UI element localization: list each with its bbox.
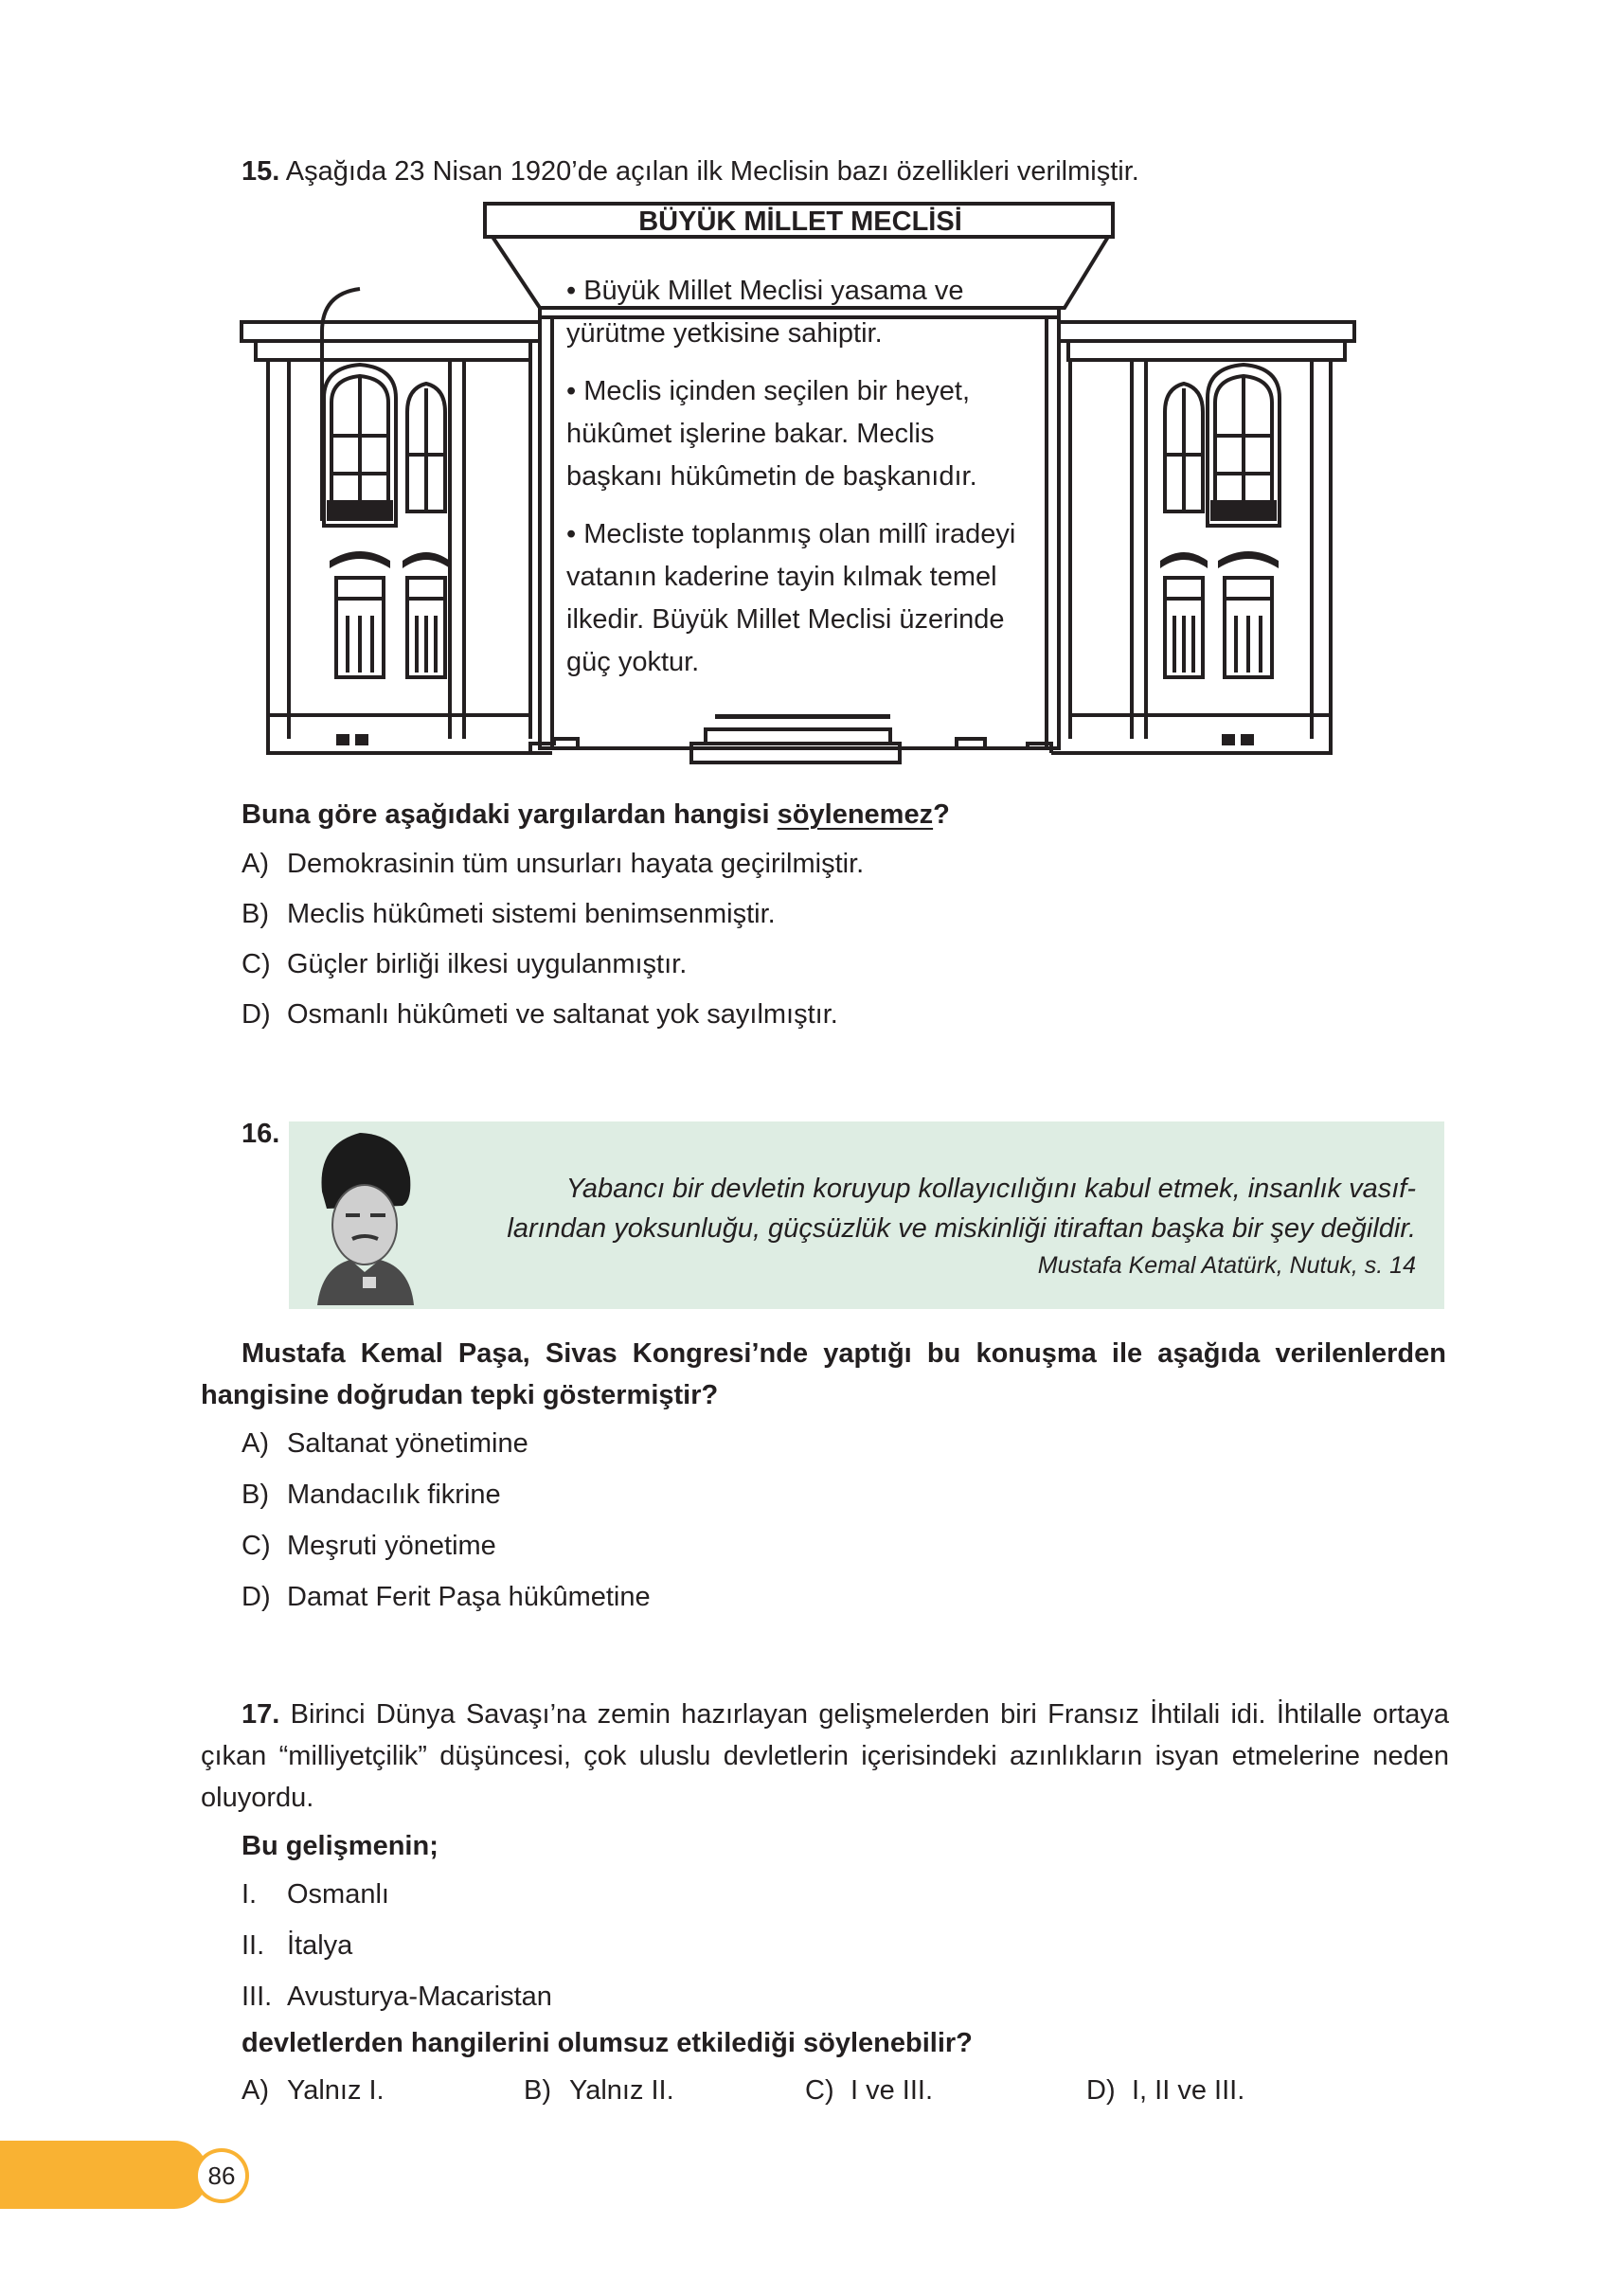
roman-numeral: I. xyxy=(242,1879,258,1910)
option-text: Demokrasinin tüm unsurları hayata geçirilmiştir. xyxy=(287,849,865,879)
page-number: 86 xyxy=(198,2152,245,2199)
option-text: Meclis hükûmeti sistemi benimsenmiştir. xyxy=(287,899,776,929)
option-text: I, II ve III. xyxy=(1132,2075,1245,2106)
roman-item xyxy=(242,1982,552,2033)
quote-line: larından yoksunluğu, güçsüzlük ve miskinliği itiraftan başka bir şey değildir. xyxy=(507,1213,1416,1244)
panel-line: başkanı hükûmetin de başkanıdır. xyxy=(566,461,977,492)
item-text: Osmanlı xyxy=(287,1879,389,1910)
option-letter: A) xyxy=(242,2075,269,2106)
paragraph-line-3: oluyordu. xyxy=(201,1783,314,1813)
option-a[interactable] xyxy=(242,2075,385,2107)
item-text: İtalya xyxy=(287,1930,353,1961)
q17-lead: Bu gelişmenin; xyxy=(242,1831,439,1861)
question-line: hangisine doğrudan tepki göstermiştir? xyxy=(201,1380,719,1410)
paragraph-text: Birinci Dünya Savaşı’na zemin hazırlayan gelişmelerden biri Fransız İhtilali idi. İhtilalle ortaya xyxy=(279,1699,1449,1730)
q17-paragraph xyxy=(201,1694,1449,1819)
option-text: Saltanat yönetimine xyxy=(287,1428,528,1459)
option-c[interactable] xyxy=(805,2075,933,2107)
option-b[interactable] xyxy=(242,1480,651,1531)
building-title: BÜYÜK MİLLET MECLİSİ xyxy=(638,206,962,237)
panel-item-1 xyxy=(566,270,1049,355)
q17-question: devletlerden hangilerini olumsuz etkilediği söylenebilir? xyxy=(242,2028,973,2058)
option-letter: B) xyxy=(242,899,269,929)
option-d[interactable] xyxy=(1086,2075,1244,2107)
roman-numeral: II. xyxy=(242,1930,265,1961)
q15-number: 15. xyxy=(242,156,280,187)
option-text: Yalnız II. xyxy=(569,2075,674,2106)
quote-citation: Mustafa Kemal Atatürk, Nutuk, s. 14 xyxy=(1037,1252,1416,1279)
q15-question xyxy=(242,798,950,832)
panel-line: • Mecliste toplanmış olan millî iradeyi xyxy=(566,519,1016,549)
question-line: Mustafa Kemal Paşa, Sivas Kongresi’nde yaptığı bu konuşma ile aşağıda verilenlerden xyxy=(242,1338,1446,1369)
option-a[interactable] xyxy=(242,1428,651,1480)
option-letter: D) xyxy=(242,1582,271,1612)
q16-options xyxy=(242,1428,651,1633)
q16-question xyxy=(201,1333,1446,1416)
option-a[interactable] xyxy=(242,849,864,899)
quote-line: Yabancı bir devletin koruyup kollayıcılığını kabul etmek, insanlık vasıf- xyxy=(565,1174,1416,1204)
option-d[interactable] xyxy=(242,1582,651,1633)
q16-quote-box xyxy=(289,1121,1444,1309)
option-b[interactable] xyxy=(524,2075,674,2107)
option-letter: B) xyxy=(242,1480,269,1510)
ataturk-portrait-image xyxy=(308,1125,420,1305)
option-letter: C) xyxy=(805,2075,834,2106)
q16-quote xyxy=(507,1169,1416,1280)
option-c[interactable] xyxy=(242,949,864,999)
panel-line: yürütme yetkisine sahiptir. xyxy=(566,318,883,349)
option-text: Osmanlı hükûmeti ve saltanat yok sayılmıştır. xyxy=(287,999,838,1030)
option-letter: A) xyxy=(242,1428,269,1459)
option-b[interactable] xyxy=(242,899,864,949)
option-text: Meşruti yönetime xyxy=(287,1531,496,1561)
option-text: Güçler birliği ilkesi uygulanmıştır. xyxy=(287,949,688,979)
q15-question-text: Buna göre aşağıdaki yargılardan hangisi xyxy=(242,799,778,830)
q15-info-panel xyxy=(566,270,1049,684)
option-letter: C) xyxy=(242,949,271,979)
option-d[interactable] xyxy=(242,999,864,1049)
roman-item xyxy=(242,1930,552,1982)
q16-number: 16. xyxy=(242,1119,280,1149)
panel-line: • Meclis içinden seçilen bir heyet, xyxy=(566,376,971,406)
option-letter: D) xyxy=(1086,2075,1116,2106)
option-text: Mandacılık fikrine xyxy=(287,1480,501,1510)
option-letter: B) xyxy=(524,2075,551,2106)
roman-numeral: III. xyxy=(242,1982,273,2012)
panel-line: hükûmet işlerine bakar. Meclis xyxy=(566,419,935,449)
q17-items xyxy=(242,1879,552,2033)
panel-line: ilkedir. Büyük Millet Meclisi üzerinde xyxy=(566,604,1005,635)
item-text: Avusturya-Macaristan xyxy=(287,1982,552,2012)
q15-options xyxy=(242,849,864,1049)
option-letter: D) xyxy=(242,999,271,1030)
q17-number: 17. xyxy=(242,1699,280,1730)
q15-question-mark: ? xyxy=(933,799,950,830)
option-letter: C) xyxy=(242,1531,271,1561)
panel-line: güç yoktur. xyxy=(566,647,700,677)
q15-intro xyxy=(242,155,1139,188)
q15-intro-text: Aşağıda 23 Nisan 1920’de açılan ilk Meclisin bazı özellikleri verilmiştir. xyxy=(285,156,1139,187)
option-c[interactable] xyxy=(242,1531,651,1582)
roman-item xyxy=(242,1879,552,1930)
panel-line: • Büyük Millet Meclisi yasama ve xyxy=(566,276,964,306)
paragraph-line-1 xyxy=(201,1694,1449,1735)
panel-item-2 xyxy=(566,370,1049,498)
option-text: I ve III. xyxy=(850,2075,934,2106)
option-letter: A) xyxy=(242,849,269,879)
page-number-tab xyxy=(0,2141,208,2209)
panel-item-3 xyxy=(566,513,1049,684)
paragraph-line-2: çıkan “milliyetçilik” düşüncesi, çok uluslu devletlerin içerisindeki azınlıkların isyan etmelerine neden xyxy=(201,1741,1449,1771)
panel-line: vatanın kaderine tayin kılmak temel xyxy=(566,562,997,592)
q15-question-emphasis: söylenemez xyxy=(777,799,934,830)
option-text: Yalnız I. xyxy=(287,2075,385,2106)
option-text: Damat Ferit Paşa hükûmetine xyxy=(287,1582,651,1612)
